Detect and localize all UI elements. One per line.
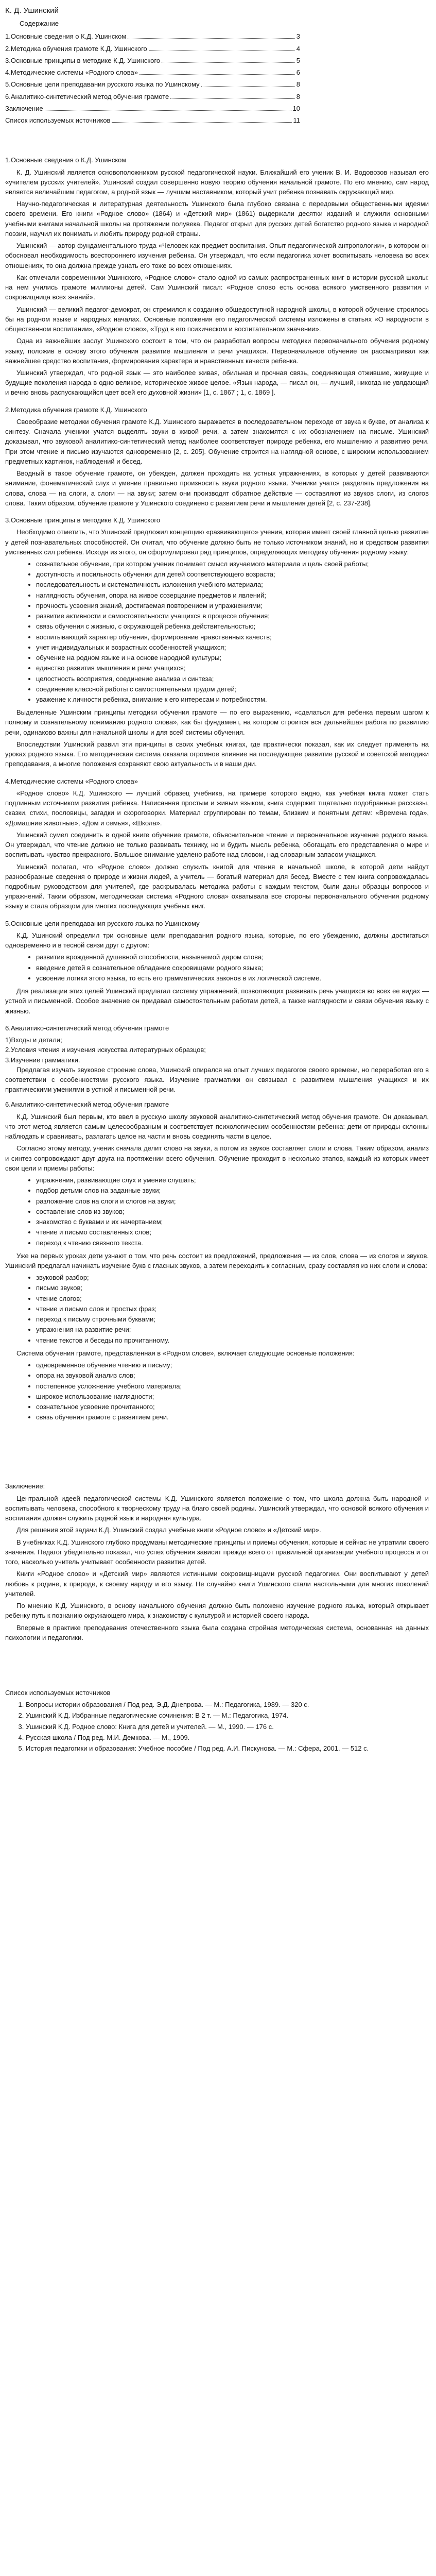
section-heading-1: 1.Основные сведения о К.Д. Ушинском <box>5 156 127 164</box>
subsection-heading: 2.Условия чтения и изучения искусства литературных образцов; <box>5 1046 206 1054</box>
paragraph: К. Д. Ушинский является основоположником русской педагогической науки. Ближайший его ученик В. И. Водовозов называл его «учителем русских учителей». Ушинский создал совершенно новую теорию обучения начальной грамоте. По его мнению, сам народ является величайшим педагогом, а родной язык — лучшим наставником, который учит ребенка познавать окружающий мир. <box>5 168 429 196</box>
toc-item <box>5 115 300 125</box>
list-item: 1. Вопросы истории образования / Под ред. Э.Д. Днепрова. — М.: Педагогика, 1989. — 320 с. <box>26 1700 429 1709</box>
paragraph: Система обучения грамоте, представленная в «Родном слове», включает следующие основные положения: <box>16 1349 355 1357</box>
list-item: • уважение к личности ребенка, внимание к его интересам и потребностям. <box>36 694 429 704</box>
paragraph: Впоследствии Ушинский развил эти принципы в своих учебных книгах, где практически показал, как их следует применять на уроках родного языка. Его методическая система оказала огромное влияние на последующее развитие русской и советской методики преподавания, а многие положения сохраняют свою актуальность и в наши дни. <box>5 740 429 768</box>
list-item: • развитие активности и самостоятельности учащихся в процессе обучения; <box>36 611 429 621</box>
toc-item <box>5 56 300 65</box>
list-item: • разложение слов на слоги и слогов на звуки; <box>36 1196 429 1206</box>
paragraph: Предлагая изучать звуковое строение слова, Ушинский опирался на опыт лучших педагогов своего времени, но переработал его в соответствии с особенностями русского языка. Изучение грамматики он связывал с развитием мышления учащихся и их практическими умениями в устной и письменной речи. <box>5 1065 429 1094</box>
section-6-after <box>5 1251 429 1270</box>
paragraph: Книги «Родное слово» и «Детский мир» являются истинными сокровищницами русской педагогики. Они воспитывают у детей любовь к родине, к природе, к своему народу и его языку. Не случайно книги Ушинского стали настольными для многих поколений учителей. <box>5 1570 429 1598</box>
toc-item-page: 4 <box>296 44 300 53</box>
spacer <box>5 1645 429 1681</box>
section-4-body <box>5 788 429 911</box>
section-5-body <box>5 930 429 950</box>
list-item: • упражнения на развитие речи; <box>36 1325 429 1334</box>
list-item: • широкое использование наглядности; <box>36 1392 429 1401</box>
paragraph: Необходимо отметить, что Ушинский предложил концепцию «развивающего» учения, которая имеет своей главной целью развитие у детей познавательных способностей. Он считал, что обучение должно быть не только источником знаний, но и средством развития умственных сил ребенка. Исходя из этого, он сформулировал ряд принципов, определяющих методику обучения родному языку: <box>5 528 429 556</box>
list-item: • упражнения, развивающие слух и умение слушать; <box>36 1175 429 1185</box>
paragraph: Для решения этой задачи К.Д. Ушинский создал учебные книги «Родное слово» и «Детский мир». <box>16 1526 321 1534</box>
section-2-body <box>5 417 429 508</box>
list-item: • письмо звуков; <box>36 1283 429 1293</box>
paragraph: Ушинский утверждал, что родной язык — это наиболее живая, обильная и прочная связь, соединяющая отжившие, живущие и будущие поколения народа в одно великое, историческое живое целое. «Язык народа, — писал он, — лучший, никогда не увядающий и вечно вновь распускающийся цвет всей его духовной жизни» [1, с. 1867 ; 1, с. 1869 ]. <box>5 368 429 397</box>
list-item: • переход к письму строчными буквами; <box>36 1314 429 1324</box>
list-item: • последовательность и систематичность изложения учебного материала; <box>36 580 429 589</box>
paragraph: Центральной идеей педагогической системы К.Д. Ушинского является положение о том, что школа должна быть народной и воспитывать человека, способного к творческому труду на благо своей родины. Ушинский утверждал, что основой всякого обучения и воспитания должен служить родной язык и народная культура. <box>5 1494 429 1522</box>
paragraph: К.Д. Ушинский был первым, кто ввел в русскую школу звуковой аналитико-синтетический метод обучения грамоте. Он доказывал, что этот метод является самым целесообразным и соответствует психологическим особенностям ребенка: дети от природы склонны наблюдать и сравнивать, разлагать целое на части и вновь соединять части в целое. <box>5 1112 429 1141</box>
list-item: • знакомство с буквами и их начертанием; <box>36 1217 429 1227</box>
list-item: • сознательное усвоение прочитанного; <box>36 1402 429 1412</box>
section-6-body <box>5 1112 429 1173</box>
toc-item <box>5 44 300 54</box>
toc-dot-leader <box>170 98 295 99</box>
toc-item-label: 5.Основные цели преподавания русского языка по Ушинскому <box>5 80 200 89</box>
list-item: • чтение и письмо составленных слов; <box>36 1227 429 1237</box>
toc-item-label: 4.Методические системы «Родного слова» <box>5 69 138 77</box>
paragraph: Ушинский сумел соединить в одной книге обучение грамоте, объяснительное чтение и первоначальное изучение родного языка. Он утверждал, что чтение должно не только развивать технику, но и будить мысль ребенка, обогащать его представления о мире и воспитывать чувство прекрасного. Большое внимание уделено работе над словом, над словарным запасом учащихся. <box>5 831 429 859</box>
list-item: • чтение и письмо слов и простых фраз; <box>36 1304 429 1314</box>
table-of-contents <box>5 31 300 125</box>
section-heading-4: 4.Методические системы «Родного слова» <box>5 777 138 785</box>
list-item: 3. Ушинский К.Д. Родное слово: Книга для детей и учителей. — М., 1990. — 176 с. <box>26 1722 429 1732</box>
toc-item-label: Заключение <box>5 104 43 112</box>
list-item: • доступность и посильность обучения для детей соответствующего возраста; <box>36 569 429 579</box>
method-heading: 6.Аналитико-синтетический метод обучения грамоте <box>5 1100 169 1109</box>
list-item: • прочность усвоения знаний, достигаемая повторением и упражнениями; <box>36 601 429 611</box>
paragraph: Уже на первых уроках дети узнают о том, что речь состоит из предложений, предложения — из слов, слова — из слогов и звуков. Ушинский предлагал начинать изучение букв с гласных звуков, а затем переходить к согласным, сразу составляя из них слоги и слова: <box>5 1251 429 1269</box>
subsection-heading: 1)Входы и детали; <box>5 1036 62 1044</box>
toc-item-page: 5 <box>296 56 300 64</box>
list-item: • учет индивидуальных и возрастных особенностей учащихся; <box>36 642 429 652</box>
conclusion-heading: Заключение: <box>5 1482 45 1490</box>
toc-item-page: 11 <box>293 116 300 125</box>
paragraph: К.Д. Ушинский определил три основные цели преподавания родного языка, которые, по его убеждению, должны достигаться одновременно и в тесной связи друг с другом: <box>5 931 429 950</box>
toc-item <box>5 92 300 101</box>
list-item: • развитие врожденной душевной способности, называемой даром слова; <box>36 952 429 962</box>
list-item: • усвоение логики этого языка, то есть его грамматических законов в их логической системе. <box>36 973 429 983</box>
paragraph: По мнению К.Д. Ушинского, в основу начального обучения должно быть положено изучение родного языка, который открывает ребенку путь к познанию окружающего мира, к знакомству с культурой и историей своего народа. <box>5 1602 429 1620</box>
list-item: • постепенное усложнение учебного материала; <box>36 1381 429 1391</box>
toc-item-page: 6 <box>296 69 300 77</box>
paragraph: Своеобразие методики обучения грамоте К.Д. Ушинского выражается в последовательном переходе от звука к букве, от анализа к синтезу. Сначала ученики учатся выделять звуки в живой речи, а затем знакомятся с их обозначением на письме. Ушинский доказывал, что звуковой аналитико-синтетический метод наиболее соответствует природе ребенка, его мышлению и развитию речи. При этом чтение и письмо изучаются одновременно [2, с. 205]. Обучение строится на наглядной основе, с широким использованием предметных картинок, наблюдений и бесед. <box>5 417 429 465</box>
toc-item-label: 6.Аналитико-синтетический метод обучения грамоте <box>5 92 169 100</box>
list-item: 5. История педагогики и образования: Учебное пособие / Под ред. А.И. Пискунова. — М.: Сфера, 2001. — 512 с. <box>26 1743 429 1753</box>
list-item: • сознательное обучение, при котором ученик понимает смысл изучаемого материала и цель своей работы; <box>36 559 429 569</box>
paragraph: Ушинский — великий педагог-демократ, он стремился к созданию общедоступной народной школы, в которой обучение строилось бы на родном языке и народных началах. Основные положения его педагогической системы изложены в статьях «О народности в общественном воспитании», «Родное слово», «Труд в его психическом и воспитательном значении». <box>5 305 429 333</box>
list-item: 4. Русская школа / Под ред. М.И. Демкова. — М., 1909. <box>26 1733 429 1742</box>
section-heading-6: 6.Аналитико-синтетический метод обучения грамоте <box>5 1024 169 1032</box>
section-heading-5: 5.Основные цели преподавания русского языка по Ушинскому <box>5 919 200 927</box>
list-item: • целостность восприятия, соединение анализа и синтеза; <box>36 674 429 684</box>
toc-dot-leader <box>201 86 295 87</box>
section-3-after <box>5 707 429 769</box>
paragraph: Ушинский — автор фундаментального труда «Человек как предмет воспитания. Опыт педагогической антропологии», в котором он обосновал необходимость всестороннего изучения ребенка. Он утверждал, что если педагогика хочет воспитывать человека во всех отношениях, то она должна прежде узнать его тоже во всех отношениях. <box>5 242 429 269</box>
toc-dot-leader <box>162 62 295 63</box>
section-3-body <box>5 527 429 557</box>
paragraph: Научно-педагогическая и литературная деятельность Ушинского была глубоко связана с передовыми общественными идеями своего времени. Его книги «Родное слово» (1864) и «Детский мир» (1861) выдержали десятки изданий и служили основными учебными книгами начальной школы на протяжении полувека. Педагог открыл для русских детей богатство родного языка и народной поэзии, научил их понимать и любить природу родной страны. <box>5 200 429 238</box>
list-item: • связь обучения с жизнью, с окружающей ребенка действительностью; <box>36 621 429 631</box>
list-item: • единство развития мышления и речи учащихся; <box>36 663 429 673</box>
list-item: • переход к чтению связного текста. <box>36 1238 429 1248</box>
list-item: • звуковой разбор; <box>36 1273 429 1282</box>
paragraph: В учебниках К.Д. Ушинского глубоко продуманы методические принципы и приемы обучения, которые и сейчас не утратили своего значения. Педагог убедительно показал, что успех обучения зависит прежде всего от правильной организации учебного процесса и от того, насколько учитель учитывает особенности развития детей. <box>5 1538 429 1566</box>
list-item: • подбор детьми слов на заданные звуки; <box>36 1185 429 1195</box>
toc-dot-leader <box>139 74 295 75</box>
references-heading: Список используемых источников <box>5 1689 111 1697</box>
paragraph: Одна из важнейших заслуг Ушинского состоит в том, что он разработал вопросы методики первоначального обучения родному языку, положив в основу этого обучения развитие мышления и речи учащихся. Первоначальное обучение он рассматривал как важнейшее средство воспитания, формирования характера и нравственных качеств ребенка. <box>5 337 429 365</box>
list-item: • составление слов из звуков; <box>36 1207 429 1216</box>
toc-item <box>5 104 300 113</box>
list-item: • воспитывающий характер обучения, формирование нравственных качеств; <box>36 632 429 642</box>
paragraph: Для реализации этих целей Ушинский предлагал систему упражнений, позволяющих развивать речь учащихся во всех ее видах — устной и письменной. Особое значение он придавал самостоятельным работам детей, а также наглядности и связи обучения языку с жизнью. <box>5 987 429 1015</box>
paragraph: Как отмечали современники Ушинского, «Родное слово» стало одной из самых распространенных книг в истории русской школы: на нем учились грамоте миллионы детей. Сам Ушинский писал: «Родное слово есть основа всякого умственного развития и сокровищница всех знаний». <box>5 273 429 301</box>
paragraph: Впервые в практике преподавания отечественного языка была создана стройная методическая система, основанная на данных психологии и педагогики. <box>5 1623 429 1641</box>
list-item: 2. Ушинский К.Д. Избранные педагогические сочинения: В 2 т. — М.: Педагогика, 1974. <box>26 1710 429 1720</box>
system-features-list <box>5 1360 429 1422</box>
toc-dot-leader <box>128 38 294 39</box>
toc-item-page: 8 <box>296 80 300 89</box>
principles-list <box>5 559 429 704</box>
toc-item <box>5 31 300 41</box>
goals-list <box>5 952 429 983</box>
section-5-after <box>5 986 429 1016</box>
list-item: • введение детей в сознательное обладание сокровищами родного языка; <box>36 963 429 973</box>
list-item: • одновременное обучение чтению и письму; <box>36 1360 429 1370</box>
toc-item-label: 3.Основные принципы в методике К.Д. Ушинского <box>5 56 161 64</box>
toc-item-page: 10 <box>292 104 300 112</box>
toc-dot-leader <box>149 50 295 51</box>
conclusion-body <box>5 1494 429 1642</box>
paragraph: Вводный в такое обучение грамоте, он убежден, должен проходить на устных упражнениях, в которых у детей развиваются внимание, фонематический слух и умение правильно произносить звуки родного языка. Ученики учатся разделять предложения на слова, слова — на слоги, а слоги — на звуки; затем они производят обратное действие — составляют из звуков слоги, из слогов слова. Таким образом, обучение грамоте у Ушинского соединено с развитием речи и мышления детей [2, с. 237-238]. <box>5 469 429 507</box>
list-item: • чтение текстов и беседы по прочитанному. <box>36 1335 429 1345</box>
references-list <box>5 1700 429 1753</box>
list-item: • соединение классной работы с самостоятельным трудом детей; <box>36 684 429 694</box>
list-item: • связь обучения грамоте с развитием речи. <box>36 1412 429 1422</box>
section-heading-2: 2.Методика обучения грамоте К.Д. Ушинского <box>5 405 147 414</box>
spacer <box>5 139 429 148</box>
method-steps-list <box>5 1273 429 1345</box>
list-item: • наглядность обучения, опора на живое созерцание предметов и явлений; <box>36 590 429 600</box>
toc-dot-leader <box>112 122 291 123</box>
spacer <box>5 1425 429 1474</box>
method-stages-list <box>5 1175 429 1248</box>
section-1-body <box>5 167 429 398</box>
paragraph: Ушинский полагал, что «Родное слово» должно служить книгой для чтения в начальной школе, в которой дети найдут разнообразные сведения о природе и жизни людей, а учитель — богатый материал для бесед. Вместе с тем книга сопровождалась подробным руководством для учителей, где раскрывалась методика работы с каждым текстом, были даны образцы вопросов и упражнений. Таким образом, методическая система «Родного слова» охватывала все стороны первоначального обучения родному языку и стала образцом для многих последующих учебных книг. <box>5 862 429 910</box>
toc-item-label: 1.Основные сведения о К.Д. Ушинском <box>5 32 127 41</box>
toc-item-page: 3 <box>296 32 300 41</box>
toc-item <box>5 67 300 77</box>
list-item: • чтение слогов; <box>36 1294 429 1303</box>
list-item: • обучение на родном языке и на основе народной культуры; <box>36 653 429 663</box>
toc-dot-leader <box>45 110 291 111</box>
toc-item-page: 8 <box>296 92 300 100</box>
section-heading-3: 3.Основные принципы в методике К.Д. Ушинского <box>5 516 161 524</box>
document-title: К. Д. Ушинский <box>5 6 59 15</box>
toc-item <box>5 79 300 89</box>
list-item: • опора на звуковой анализ слов; <box>36 1370 429 1380</box>
section-6-after2 <box>5 1348 429 1358</box>
subsection-heading: 3.Изучение грамматики. <box>5 1056 80 1064</box>
section-6-parts <box>5 1035 429 1094</box>
toc-item-label: Список используемых источников <box>5 116 111 125</box>
toc-heading: Содержание <box>20 20 59 28</box>
paragraph: Согласно этому методу, ученик сначала делит слово на звуки, а потом из звуков составляет слоги и слова. Таким образом, анализ и синтез сопровождают друг друга на протяжении всего обучения. Обучение проходит в несколько этапов, каждый из которых имеет свои цели и приемы работы: <box>5 1144 429 1172</box>
paragraph: Выделенные Ушинским принципы методики обучения грамоте — по его выражению, «сделаться для ребенка первым шагом к полному и сознательному пониманию родного слова», как бы фундамент, на котором строится вся дальнейшая работа по развитию речи, одинаково важны для начальной школы и для всей системы обучения. <box>5 708 429 736</box>
paragraph: «Родное слово» К.Д. Ушинского — лучший образец учебника, на примере которого видно, как учебная книга может стать подлинным источником развития ребенка. Написанная простым и живым языком, книга содержит тщательно подобранные рассказы, сказки, стихи, пословицы, загадки и скороговорки. Материал сгруппирован по темам, близким и понятным детям: «Времена года», «Домашние животные», «Дом и семья», «Школа». <box>5 789 429 827</box>
toc-item-label: 2.Методика обучения грамоте К.Д. Ушинского <box>5 44 147 53</box>
